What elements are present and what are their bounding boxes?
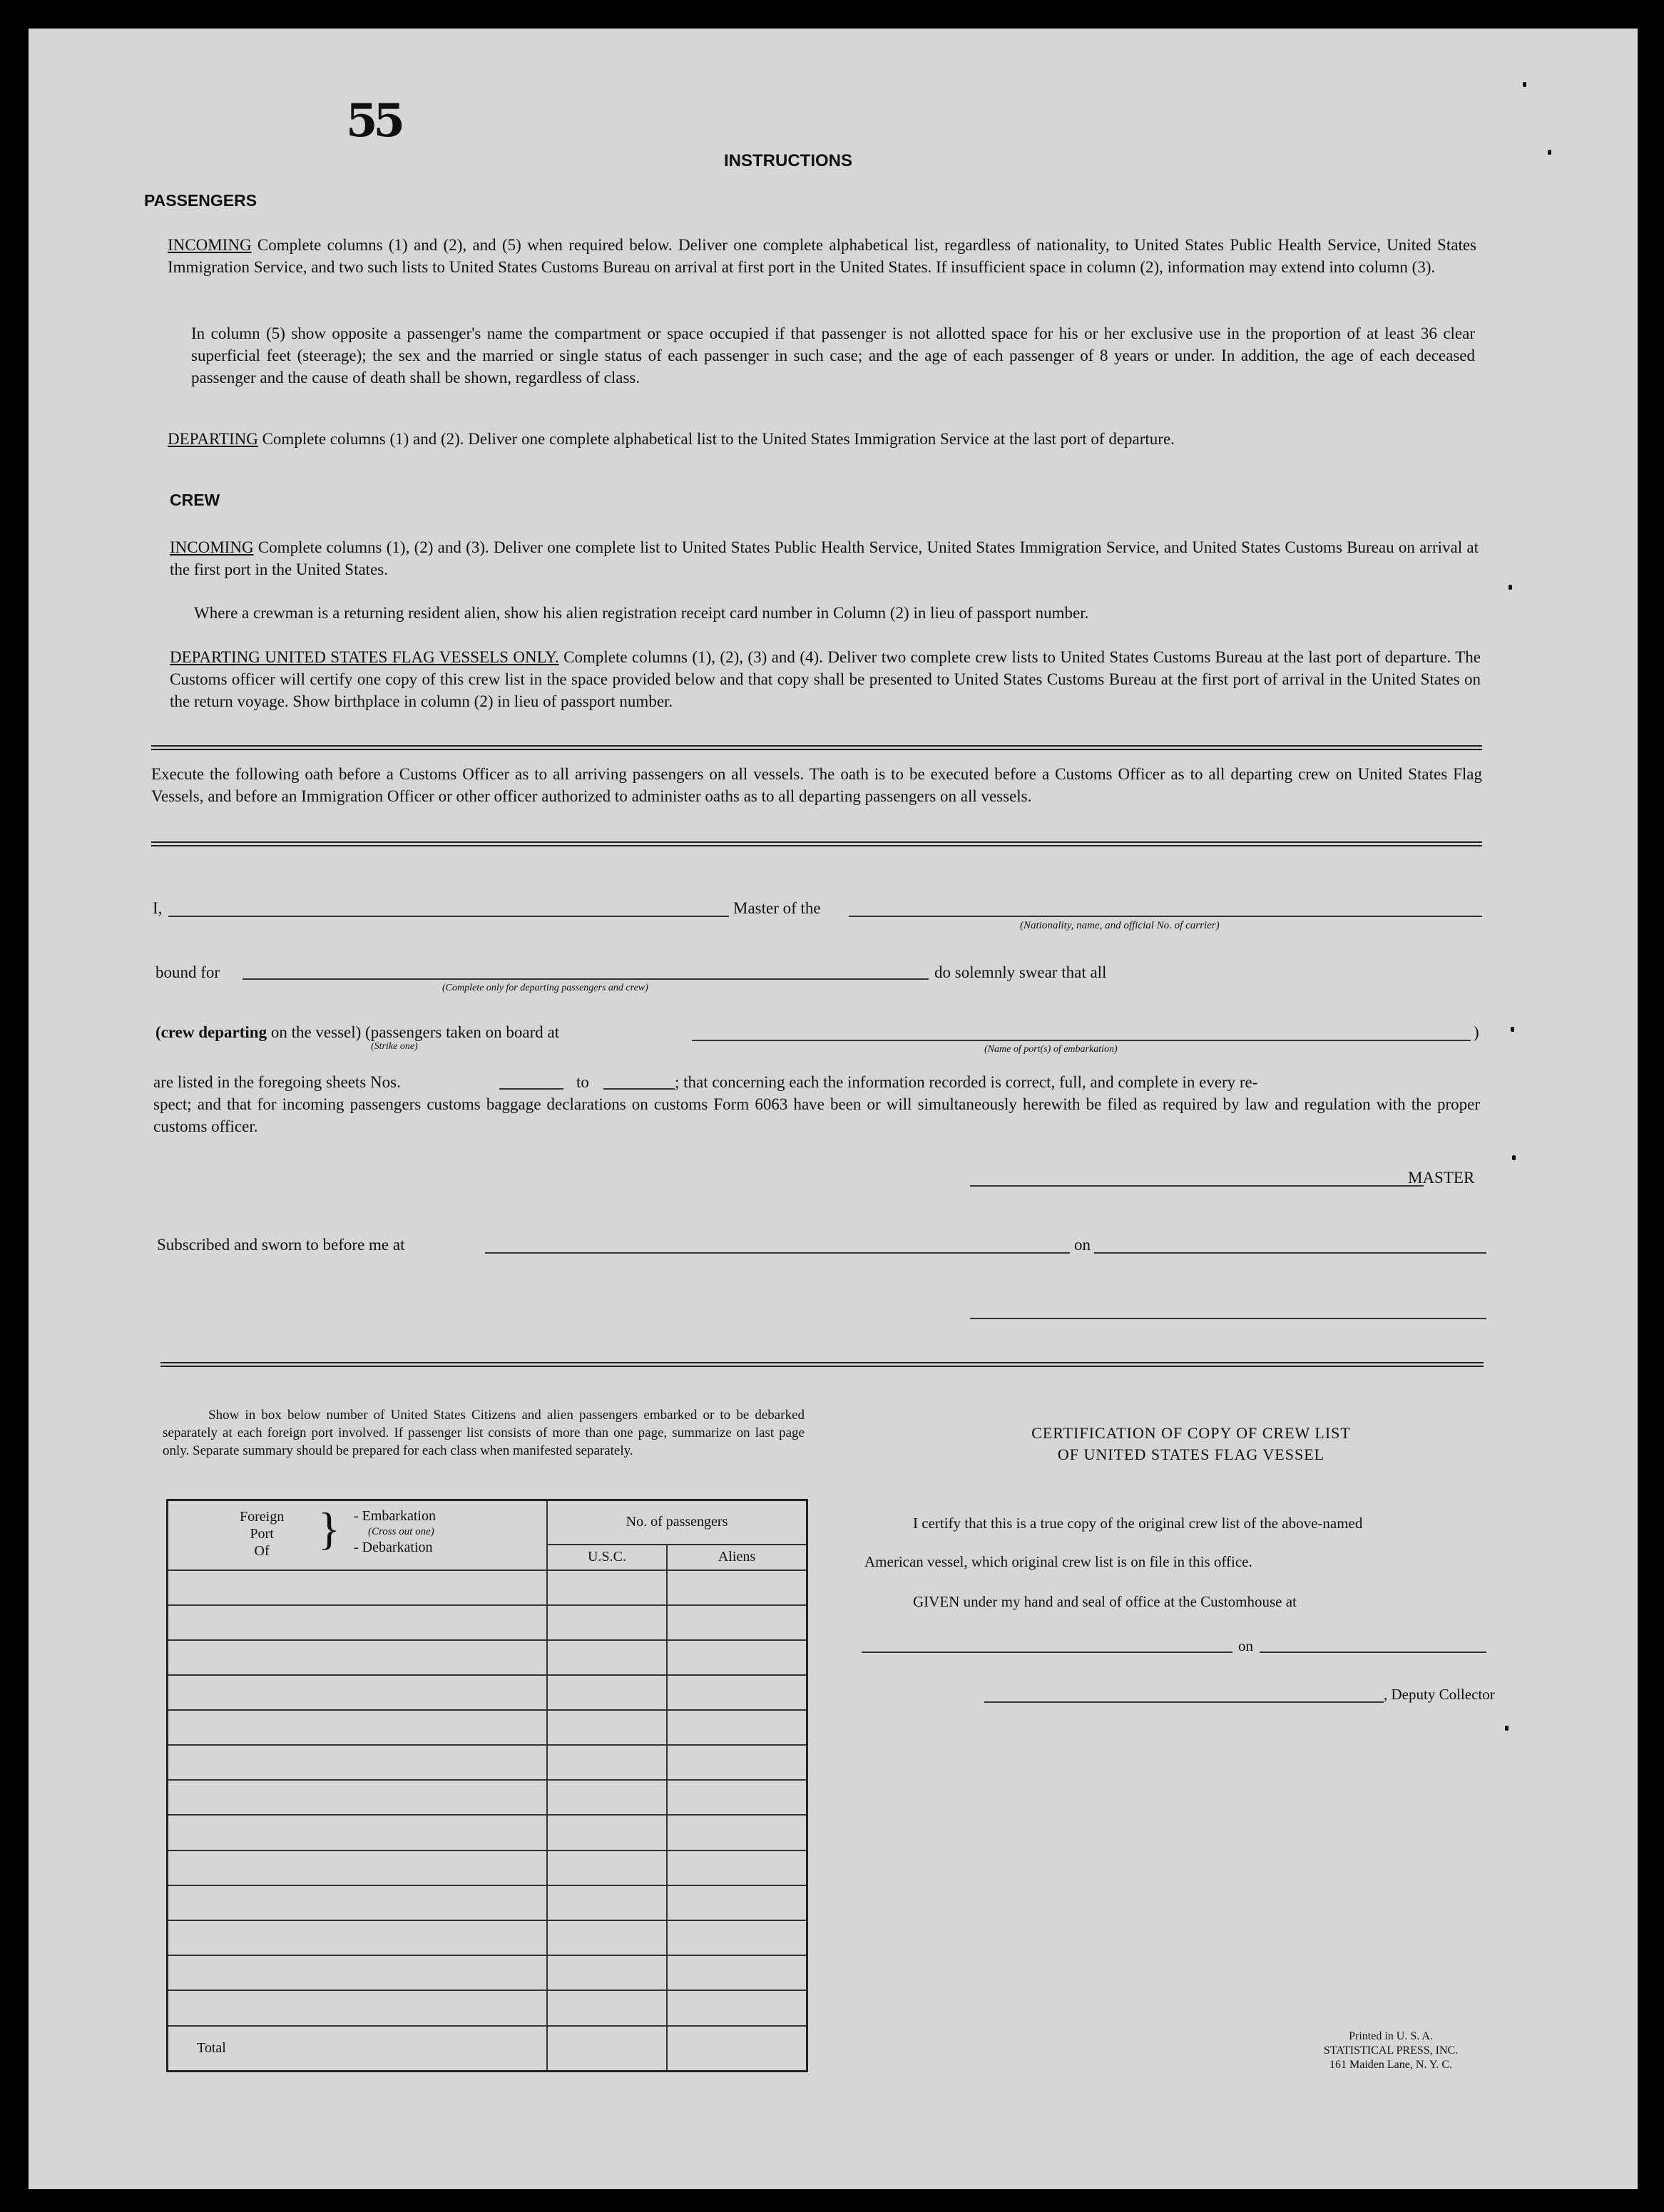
master-name-field[interactable] bbox=[168, 916, 729, 917]
sheet-from-field[interactable] bbox=[499, 1088, 563, 1090]
table-row[interactable] bbox=[168, 1710, 807, 1745]
sworn-date-field[interactable] bbox=[1094, 1252, 1486, 1254]
table-row[interactable] bbox=[168, 1605, 807, 1640]
total-aliens-cell[interactable] bbox=[667, 2026, 807, 2072]
scan-speck bbox=[1505, 1726, 1509, 1731]
customhouse-field[interactable] bbox=[862, 1652, 1232, 1653]
certify-line2: American vessel, which original crew list is on file in this office. bbox=[864, 1553, 1252, 1570]
printer-line3: 161 Maiden Lane, N. Y. C. bbox=[1329, 2059, 1452, 2071]
crew-incoming-paragraph bbox=[170, 536, 1479, 580]
foreign-port-label bbox=[240, 1508, 284, 1560]
table-row[interactable] bbox=[168, 1675, 807, 1710]
certification-title bbox=[977, 1423, 1405, 1465]
printer-imprint bbox=[1284, 2029, 1498, 2072]
deputy-collector-field[interactable] bbox=[984, 1701, 1384, 1703]
certification-title-line1: CERTIFICATION OF COPY OF CREW LIST bbox=[1031, 1424, 1351, 1442]
to-label: to bbox=[576, 1073, 589, 1091]
solemnly-swear-label: do solemnly swear that all bbox=[934, 963, 1107, 981]
listed-remainder: spect; and that for incoming passengers customs baggage declarations on customs Form 6063 have been or will simultaneously herewith be filed as required by law and regulation with the proper customs officer. bbox=[153, 1095, 1480, 1135]
certification-on-label: on bbox=[1238, 1637, 1253, 1654]
table-row[interactable] bbox=[168, 1850, 807, 1885]
certification-title-line2: OF UNITED STATES FLAG VESSEL bbox=[1057, 1445, 1325, 1463]
passengers-departing-paragraph bbox=[168, 428, 1476, 450]
departing-text: Complete columns (1) and (2). Deliver one complete alphabetical list to the United States Immigration Service at the last port of departure. bbox=[262, 430, 1175, 448]
instructions-title: INSTRUCTIONS bbox=[724, 151, 852, 170]
printer-line2: STATISTICAL PRESS, INC. bbox=[1323, 2044, 1459, 2057]
incoming-label: INCOMING bbox=[168, 236, 252, 254]
table-row[interactable] bbox=[168, 1570, 807, 1605]
embarkation-option[interactable]: - Embarkation bbox=[354, 1508, 436, 1524]
listed-sheets-label: are listed in the foregoing sheets Nos. bbox=[153, 1073, 401, 1091]
table-row[interactable] bbox=[168, 1920, 807, 1955]
divider-rule bbox=[151, 841, 1482, 846]
flag-vessels-text: Complete columns (1), (2), (3) and (4). Deliver two complete crew lists to United States Customs Bureau at the last port of departure. The Customs officer will certify one copy of this crew list in the space provided below and that copy shall be presented to United States Customs Bureau at the first port of arrival in the United States on the return voyage. Show birthplace in column (2) in lieu of passport number. bbox=[170, 648, 1481, 710]
foreign-port-header bbox=[168, 1500, 548, 1570]
master-signature-field[interactable] bbox=[970, 1185, 1424, 1187]
crewman-paragraph: Where a crewman is a returning resident alien, show his alien registration receipt card number in Column (2) in lieu of passport number. bbox=[194, 604, 1089, 622]
table-row[interactable] bbox=[168, 1815, 807, 1850]
total-usc-cell[interactable] bbox=[547, 2026, 667, 2072]
divider-rule bbox=[160, 1362, 1484, 1367]
total-label: Total bbox=[168, 2026, 548, 2072]
master-signature-label: MASTER bbox=[1408, 1169, 1475, 1187]
oath-i-label: I, bbox=[153, 899, 163, 917]
usc-header: U.S.C. bbox=[547, 1545, 667, 1570]
port-label: Port bbox=[250, 1526, 274, 1542]
master-of-the-label: Master of the bbox=[733, 899, 821, 917]
subscribed-label: Subscribed and sworn to before me at bbox=[157, 1236, 405, 1254]
divider-rule bbox=[151, 745, 1482, 750]
scan-speck bbox=[1512, 1155, 1516, 1160]
table-row[interactable] bbox=[168, 1955, 807, 1990]
flag-vessels-paragraph bbox=[170, 646, 1481, 712]
table-row[interactable] bbox=[168, 1990, 807, 2025]
close-paren: ) bbox=[1474, 1023, 1479, 1041]
port-caption: (Name of port(s) of embarkation) bbox=[984, 1044, 1118, 1055]
table-row[interactable] bbox=[168, 1885, 807, 1920]
printer-line1: Printed in U. S. A. bbox=[1349, 2030, 1433, 2042]
incoming-text: Complete columns (1) and (2), and (5) when required below. Deliver one complete alphabetical list, regardless of nationality, to United States Public Health Service, United States Immigration Service, and two such lists to United States Customs Bureau on arrival at first port in the United States. If insufficient space in column (2), information may extend into column (3). bbox=[168, 236, 1477, 276]
oath-vessel-line bbox=[155, 1021, 559, 1043]
bound-for-label: bound for bbox=[155, 963, 220, 981]
passengers-incoming-paragraph bbox=[168, 234, 1476, 278]
officer-signature-field[interactable] bbox=[970, 1318, 1486, 1319]
listed-continued: ; that concerning each the information recorded is correct, full, and complete in every re- bbox=[675, 1073, 1258, 1091]
table-row[interactable] bbox=[168, 1745, 807, 1780]
scan-speck bbox=[1548, 150, 1551, 155]
scan-speck bbox=[1523, 82, 1526, 87]
oath-intro: Execute the following oath before a Customs Officer as to all arriving passengers on all vessels. The oath is to be executed before a Customs Officer as to all departing crew on United States Flag Vessels, and before an Immigration Officer or other officer authorized to administer oaths as to all departing passengers on all vessels. bbox=[151, 765, 1482, 805]
column5-paragraph: In column (5) show opposite a passenger's name the compartment or space occupied if that passenger is not allotted space for his or her exclusive use in the proportion of at least 36 clear superficial feet (steerage); the sex and the married or single status of each passenger in such case; and the age of each passenger of 8 years or under. In addition, the age of each deceased passenger and the cause of death shall be shown, regardless of class. bbox=[191, 324, 1475, 386]
of-label: Of bbox=[254, 1543, 270, 1559]
crew-heading: CREW bbox=[170, 491, 220, 509]
bound-for-caption: (Complete only for departing passengers and crew) bbox=[442, 983, 648, 993]
passengers-heading: PASSENGERS bbox=[144, 191, 257, 210]
handwritten-number: 55 bbox=[346, 94, 402, 148]
on-vessel-label: on the vessel) (passengers taken on board at bbox=[270, 1023, 560, 1041]
sworn-place-field[interactable] bbox=[485, 1252, 1070, 1254]
departing-label: DEPARTING bbox=[168, 430, 258, 448]
strike-caption: (Strike one) bbox=[371, 1041, 418, 1052]
brace-icon: } bbox=[318, 1503, 340, 1554]
sworn-on-label: on bbox=[1074, 1236, 1091, 1254]
summary-instruction: Show in box below number of United States Citizens and alien passengers embarked or to be debarked separately at each foreign port involved. If passenger list consists of more than one page, summarize on last page only. Separate summary should be prepared for each class when manifested separately. bbox=[163, 1408, 805, 1458]
form-page bbox=[29, 29, 1638, 2189]
cross-out-caption: (Cross out one) bbox=[368, 1526, 434, 1537]
passenger-summary-table bbox=[166, 1499, 808, 2072]
scan-speck bbox=[1511, 1027, 1514, 1032]
aliens-header: Aliens bbox=[667, 1545, 807, 1570]
sheet-to-field[interactable] bbox=[603, 1088, 675, 1090]
certification-date-field[interactable] bbox=[1260, 1652, 1486, 1653]
flag-vessels-label: DEPARTING UNITED STATES FLAG VESSELS ONLY. bbox=[170, 648, 559, 666]
carrier-caption: (Nationality, name, and official No. of carrier) bbox=[1020, 920, 1220, 931]
crew-incoming-label: INCOMING bbox=[170, 538, 254, 556]
total-row bbox=[168, 2026, 807, 2072]
carrier-field[interactable] bbox=[849, 916, 1482, 917]
scan-speck bbox=[1509, 585, 1512, 590]
no-passengers-header: No. of passengers bbox=[547, 1500, 807, 1545]
crew-incoming-text: Complete columns (1), (2) and (3). Deliver one complete list to United States Public Health Service, United States Immigration Service, and United States Customs Bureau on arrival at the first port in the United States. bbox=[170, 538, 1479, 578]
foreign-label: Foreign bbox=[240, 1509, 285, 1525]
given-line: GIVEN under my hand and seal of office at the Customhouse at bbox=[913, 1593, 1297, 1610]
bound-for-field[interactable] bbox=[243, 978, 929, 980]
crew-departing-label: (crew departing bbox=[155, 1023, 267, 1041]
embark-debark-options bbox=[354, 1508, 436, 1555]
certify-line1: I certify that this is a true copy of the original crew list of the above-named bbox=[913, 1515, 1363, 1532]
embarkation-port-field[interactable] bbox=[692, 1040, 1471, 1041]
table-row[interactable] bbox=[168, 1780, 807, 1815]
debarkation-option[interactable]: - Debarkation bbox=[354, 1540, 433, 1555]
deputy-collector-label: , Deputy Collector bbox=[1384, 1686, 1495, 1703]
table-row[interactable] bbox=[168, 1640, 807, 1675]
